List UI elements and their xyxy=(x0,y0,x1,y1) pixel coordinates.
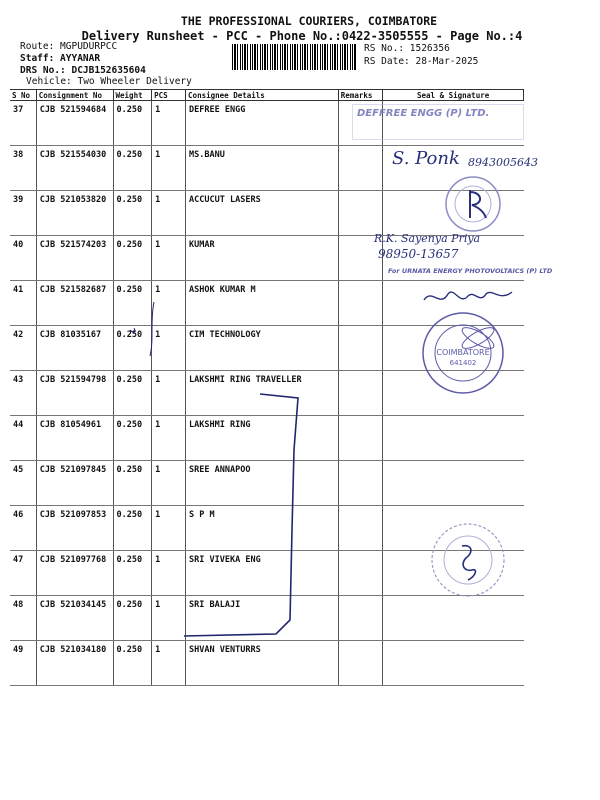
cell-weight: 0.250 xyxy=(113,506,152,551)
cell-weight: 0.250 xyxy=(113,281,152,326)
col-remarks-header: Remarks xyxy=(338,90,382,101)
cell-sno: 48 xyxy=(10,596,36,641)
cell-consignment: CJB 521574203 xyxy=(36,236,113,281)
cell-consignee: KUMAR xyxy=(186,236,339,281)
cell-remarks xyxy=(338,506,382,551)
stamp-box xyxy=(352,104,524,140)
cell-seal xyxy=(383,416,524,461)
barcode-image xyxy=(232,44,356,70)
cell-remarks xyxy=(338,191,382,236)
cell-pcs: 1 xyxy=(152,191,186,236)
cell-consignment: CJB 81054961 xyxy=(36,416,113,461)
cell-weight: 0.250 xyxy=(113,416,152,461)
cell-seal xyxy=(383,641,524,686)
cell-seal xyxy=(383,596,524,641)
cell-pcs: 1 xyxy=(152,416,186,461)
cell-consignee: MS.BANU xyxy=(186,146,339,191)
cell-remarks xyxy=(338,641,382,686)
company-title: THE PROFESSIONAL COURIERS, COIMBATORE xyxy=(180,14,438,28)
cell-sno: 47 xyxy=(10,551,36,596)
cell-weight: 0.250 xyxy=(113,551,152,596)
cell-weight: 0.250 xyxy=(113,191,152,236)
round-stamp-39 xyxy=(440,174,506,234)
cell-pcs: 1 xyxy=(152,236,186,281)
cell-consignment: CJB 521554030 xyxy=(36,146,113,191)
cell-sno: 44 xyxy=(10,416,36,461)
round-stamp-47 xyxy=(428,520,508,600)
cell-sno: 43 xyxy=(10,371,36,416)
signature-38: S. Ponk xyxy=(392,148,460,169)
cell-sno: 42 xyxy=(10,326,36,371)
round-stamp-lakshmi xyxy=(418,308,508,398)
cell-sno: 38 xyxy=(10,146,36,191)
stamp-pin-text: 641402 xyxy=(449,359,477,367)
cell-pcs: 1 xyxy=(152,506,186,551)
cell-remarks xyxy=(338,416,382,461)
vehicle-label: Vehicle: Two Wheeler Delivery xyxy=(26,76,192,87)
cell-consignment: CJB 521097768 xyxy=(36,551,113,596)
cell-consignment: CJB 521594798 xyxy=(36,371,113,416)
staff-label: Staff: AYYANAR xyxy=(20,53,101,64)
cell-remarks xyxy=(338,146,382,191)
cell-remarks xyxy=(338,371,382,416)
cell-pcs: 1 xyxy=(152,326,186,371)
cell-pcs: 1 xyxy=(152,101,186,146)
cell-seal xyxy=(383,461,524,506)
rs-date: RS Date: 28-Mar-2025 xyxy=(364,56,479,67)
cell-remarks xyxy=(338,551,382,596)
cell-consignment: CJB 521053820 xyxy=(36,191,113,236)
cell-consignee: ASHOK KUMAR M xyxy=(186,281,339,326)
pen-mark xyxy=(124,300,164,360)
cell-remarks xyxy=(338,326,382,371)
cell-weight: 0.250 xyxy=(113,236,152,281)
cell-pcs: 1 xyxy=(152,146,186,191)
cell-remarks xyxy=(338,281,382,326)
table-row xyxy=(10,641,524,686)
col-pcs-header: PCS xyxy=(152,90,186,101)
cell-weight: 0.250 xyxy=(113,596,152,641)
cell-weight: 0.250 xyxy=(113,146,152,191)
cell-pcs: 1 xyxy=(152,596,186,641)
cell-consignment: CJB 81035167 xyxy=(36,326,113,371)
cell-weight: 0.250 xyxy=(113,101,152,146)
cell-consignee: SRI VIVEKA ENG xyxy=(186,551,339,596)
name-handwritten-40: R.K. Sayenya Priya xyxy=(374,232,481,245)
cell-remarks xyxy=(338,596,382,641)
col-seal-header: Seal & Signature xyxy=(383,90,524,101)
company-stamp-41: For URNATA ENERGY PHOTOVOLTAICS (P) LTD xyxy=(388,267,553,275)
cell-consignee: SHVAN VENTURRS xyxy=(186,641,339,686)
cell-consignee: SRI BALAJI xyxy=(186,596,339,641)
cell-consignment: CJB 521034145 xyxy=(36,596,113,641)
cell-consignee: CIM TECHNOLOGY xyxy=(186,326,339,371)
cell-weight: 0.250 xyxy=(113,641,152,686)
route-label: Route: MGPUDURPCC xyxy=(20,41,118,52)
rs-number: RS No.: 1526356 xyxy=(364,43,450,54)
cell-consignee: LAKSHMI RING TRAVELLER xyxy=(186,371,339,416)
cell-consignment: CJB 521097853 xyxy=(36,506,113,551)
cell-consignment: CJB 521582687 xyxy=(36,281,113,326)
company-stamp-defree: DEFFREE ENGG (P) LTD. xyxy=(357,108,490,119)
cell-consignment: CJB 521034180 xyxy=(36,641,113,686)
cell-weight: 0.250 xyxy=(113,461,152,506)
cell-consignee: SREE ANNAPOO xyxy=(186,461,339,506)
cell-sno: 37 xyxy=(10,101,36,146)
cell-weight: 0.250 xyxy=(113,326,152,371)
cell-pcs: 1 xyxy=(152,281,186,326)
cell-pcs: 1 xyxy=(152,641,186,686)
phone-handwritten-38: 8943005643 xyxy=(468,156,538,169)
stamp-city-text: COIMBATORE xyxy=(436,348,490,357)
runsheet-subtitle: Delivery Runsheet - PCC - Phone No.:0422-3505555 - Page No.:4 xyxy=(81,29,523,43)
cell-consignment: CJB 521594684 xyxy=(36,101,113,146)
cell-consignee: DEFREE ENGG xyxy=(186,101,339,146)
table-header-row xyxy=(10,90,524,101)
cell-weight: 0.250 xyxy=(113,371,152,416)
cell-pcs: 1 xyxy=(152,461,186,506)
drs-number: DRS No.: DCJB152635604 xyxy=(20,65,146,76)
cell-pcs: 1 xyxy=(152,551,186,596)
cell-sno: 39 xyxy=(10,191,36,236)
col-consignee-header: Consignee Details xyxy=(186,90,339,101)
cell-sno: 40 xyxy=(10,236,36,281)
cell-sno: 49 xyxy=(10,641,36,686)
col-sno-header: S No xyxy=(10,90,36,101)
cell-sno: 45 xyxy=(10,461,36,506)
cell-sno: 41 xyxy=(10,281,36,326)
cell-consignee: S P M xyxy=(186,506,339,551)
col-consignment-header: Consignment No xyxy=(36,90,113,101)
cell-remarks xyxy=(338,461,382,506)
bracket-line xyxy=(180,390,310,640)
phone-handwritten-40: 98950-13657 xyxy=(378,247,459,261)
cell-consignee: LAKSHMI RING xyxy=(186,416,339,461)
col-weight-header: Weight xyxy=(113,90,152,101)
cell-consignee: ACCUCUT LASERS xyxy=(186,191,339,236)
cell-pcs: 1 xyxy=(152,371,186,416)
cell-sno: 46 xyxy=(10,506,36,551)
cell-consignment: CJB 521097845 xyxy=(36,461,113,506)
